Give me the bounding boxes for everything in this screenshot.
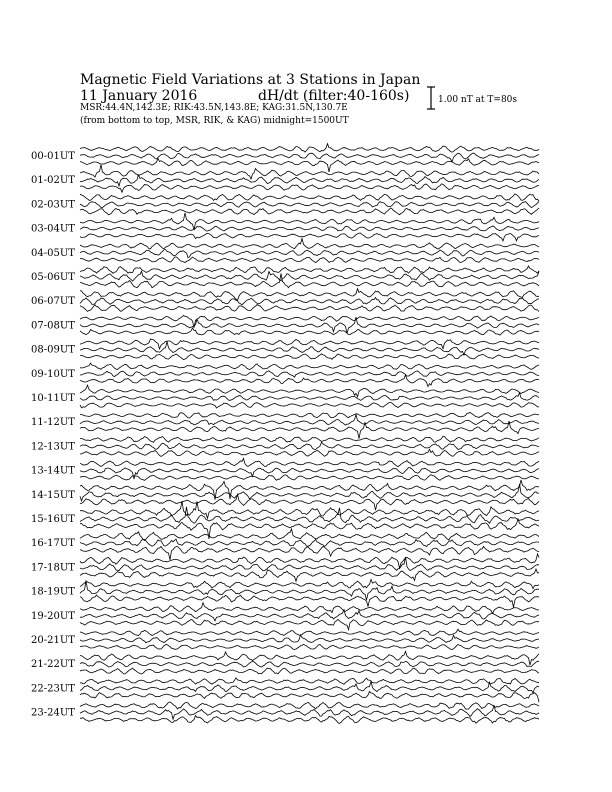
hour-label-05-06UT: 05-06UT bbox=[31, 272, 75, 283]
hour-label-11-12UT: 11-12UT bbox=[31, 417, 75, 429]
hour-label-03-04UT: 03-04UT bbox=[31, 223, 75, 235]
trace-MSR-14-15UT bbox=[80, 494, 539, 510]
hour-label-17-18UT: 17-18UT bbox=[31, 562, 75, 574]
trace-RIK-09-10UT bbox=[80, 371, 539, 377]
trace-RIK-21-22UT bbox=[80, 661, 539, 667]
hour-label-06-07UT: 06-07UT bbox=[31, 296, 75, 308]
trace-RIK-01-02UT bbox=[80, 175, 539, 186]
trace-MSR-01-02UT bbox=[80, 184, 539, 193]
hour-label-22-23UT: 22-23UT bbox=[31, 683, 75, 695]
trace-MSR-07-08UT bbox=[80, 328, 539, 335]
trace-KAG-19-20UT bbox=[80, 603, 539, 614]
trace-RIK-02-03UT bbox=[80, 202, 539, 208]
trace-KAG-10-11UT bbox=[80, 385, 539, 397]
trace-KAG-02-03UT bbox=[80, 194, 539, 202]
hour-label-21-22UT: 21-22UT bbox=[31, 659, 75, 671]
trace-MSR-20-21UT bbox=[80, 644, 539, 649]
hour-label-09-10UT: 09-10UT bbox=[31, 368, 75, 380]
trace-RIK-05-06UT bbox=[80, 271, 539, 281]
trace-KAG-01-02UT bbox=[80, 165, 539, 179]
trace-MSR-09-10UT bbox=[80, 375, 539, 387]
trace-MSR-10-11UT bbox=[80, 402, 539, 408]
hour-label-02-03UT: 02-03UT bbox=[31, 199, 75, 211]
hour-label-14-15UT: 14-15UT bbox=[31, 489, 75, 501]
scale-bar-label: 1.00 nT at T=80s bbox=[438, 95, 518, 105]
trace-KAG-12-13UT bbox=[80, 436, 539, 442]
trace-RIK-11-12UT bbox=[80, 414, 539, 425]
hour-label-04-05UT: 04-05UT bbox=[31, 247, 75, 259]
trace-KAG-07-08UT bbox=[80, 316, 539, 328]
hour-label-10-11UT: 10-11UT bbox=[31, 393, 75, 404]
trace-KAG-14-15UT bbox=[80, 480, 539, 500]
trace-KAG-00-01UT bbox=[80, 144, 539, 153]
trace-KAG-17-18UT bbox=[80, 554, 539, 568]
hour-label-15-16UT: 15-16UT bbox=[31, 514, 75, 525]
trace-RIK-08-09UT bbox=[80, 342, 539, 356]
trace-MSR-16-17UT bbox=[80, 546, 539, 560]
trace-KAG-23-24UT bbox=[80, 702, 539, 709]
trace-MSR-12-13UT bbox=[80, 449, 539, 456]
trace-MSR-22-23UT bbox=[80, 691, 539, 702]
trace-MSR-21-22UT bbox=[80, 668, 539, 674]
hour-label-13-14UT: 13-14UT bbox=[31, 465, 75, 477]
trace-MSR-02-03UT bbox=[80, 208, 539, 215]
hour-label-12-13UT: 12-13UT bbox=[31, 441, 75, 453]
hour-label-07-08UT: 07-08UT bbox=[31, 320, 75, 332]
trace-RIK-19-20UT bbox=[80, 610, 539, 621]
scale-bar bbox=[427, 87, 435, 109]
chart-title: Magnetic Field Variations at 3 Stations in Japan bbox=[80, 72, 421, 88]
hour-label-18-19UT: 18-19UT bbox=[31, 586, 75, 598]
trace-MSR-19-20UT bbox=[80, 619, 539, 629]
trace-MSR-03-04UT bbox=[80, 233, 539, 241]
trace-KAG-13-14UT bbox=[80, 458, 539, 466]
trace-RIK-16-17UT bbox=[80, 539, 539, 547]
trace-RIK-04-05UT bbox=[80, 250, 539, 258]
trace-RIK-06-07UT bbox=[80, 298, 539, 305]
trace-MSR-17-18UT bbox=[80, 569, 539, 581]
trace-MSR-05-06UT bbox=[80, 274, 539, 288]
trace-KAG-04-05UT bbox=[80, 238, 539, 249]
trace-KAG-20-21UT bbox=[80, 629, 539, 635]
trace-RIK-03-04UT bbox=[80, 226, 539, 231]
trace-KAG-09-10UT bbox=[80, 363, 539, 370]
trace-MSR-08-09UT bbox=[80, 354, 539, 360]
hour-label-20-21UT: 20-21UT bbox=[31, 635, 75, 646]
trace-RIK-12-13UT bbox=[80, 442, 539, 450]
trace-RIK-10-11UT bbox=[80, 393, 539, 401]
trace-KAG-16-17UT bbox=[80, 529, 539, 541]
hour-label-08-09UT: 08-09UT bbox=[31, 344, 75, 356]
trace-order-note: (from bottom to top, MSR, RIK, & KAG) midnight=1500UT bbox=[80, 116, 349, 126]
trace-MSR-04-05UT bbox=[80, 257, 539, 263]
trace-MSR-18-19UT bbox=[80, 595, 539, 607]
hour-label-16-17UT: 16-17UT bbox=[31, 538, 75, 550]
trace-MSR-06-07UT bbox=[80, 305, 539, 312]
chart-mode: dH/dt (filter:40-160s) bbox=[258, 88, 410, 104]
hour-label-00-01UT: 00-01UT bbox=[31, 151, 75, 162]
trace-MSR-00-01UT bbox=[80, 159, 539, 173]
trace-KAG-22-23UT bbox=[80, 678, 539, 684]
hour-label-19-20UT: 19-20UT bbox=[31, 610, 75, 622]
trace-KAG-11-12UT bbox=[80, 412, 539, 418]
chart-date: 11 January 2016 bbox=[80, 88, 198, 104]
trace-KAG-05-06UT bbox=[80, 266, 539, 274]
trace-RIK-00-01UT bbox=[80, 153, 539, 162]
trace-MSR-13-14UT bbox=[80, 475, 539, 481]
hour-label-01-02UT: 01-02UT bbox=[31, 175, 75, 187]
trace-KAG-18-19UT bbox=[80, 580, 539, 589]
trace-RIK-20-21UT bbox=[80, 635, 539, 643]
trace-KAG-06-07UT bbox=[80, 289, 539, 301]
trace-MSR-11-12UT bbox=[80, 421, 539, 439]
hour-label-23-24UT: 23-24UT bbox=[31, 707, 75, 719]
stations-info: MSR:44.4N,142.3E; RIK:43.5N,143.8E; KAG:31.5N,130.7E bbox=[80, 103, 348, 113]
